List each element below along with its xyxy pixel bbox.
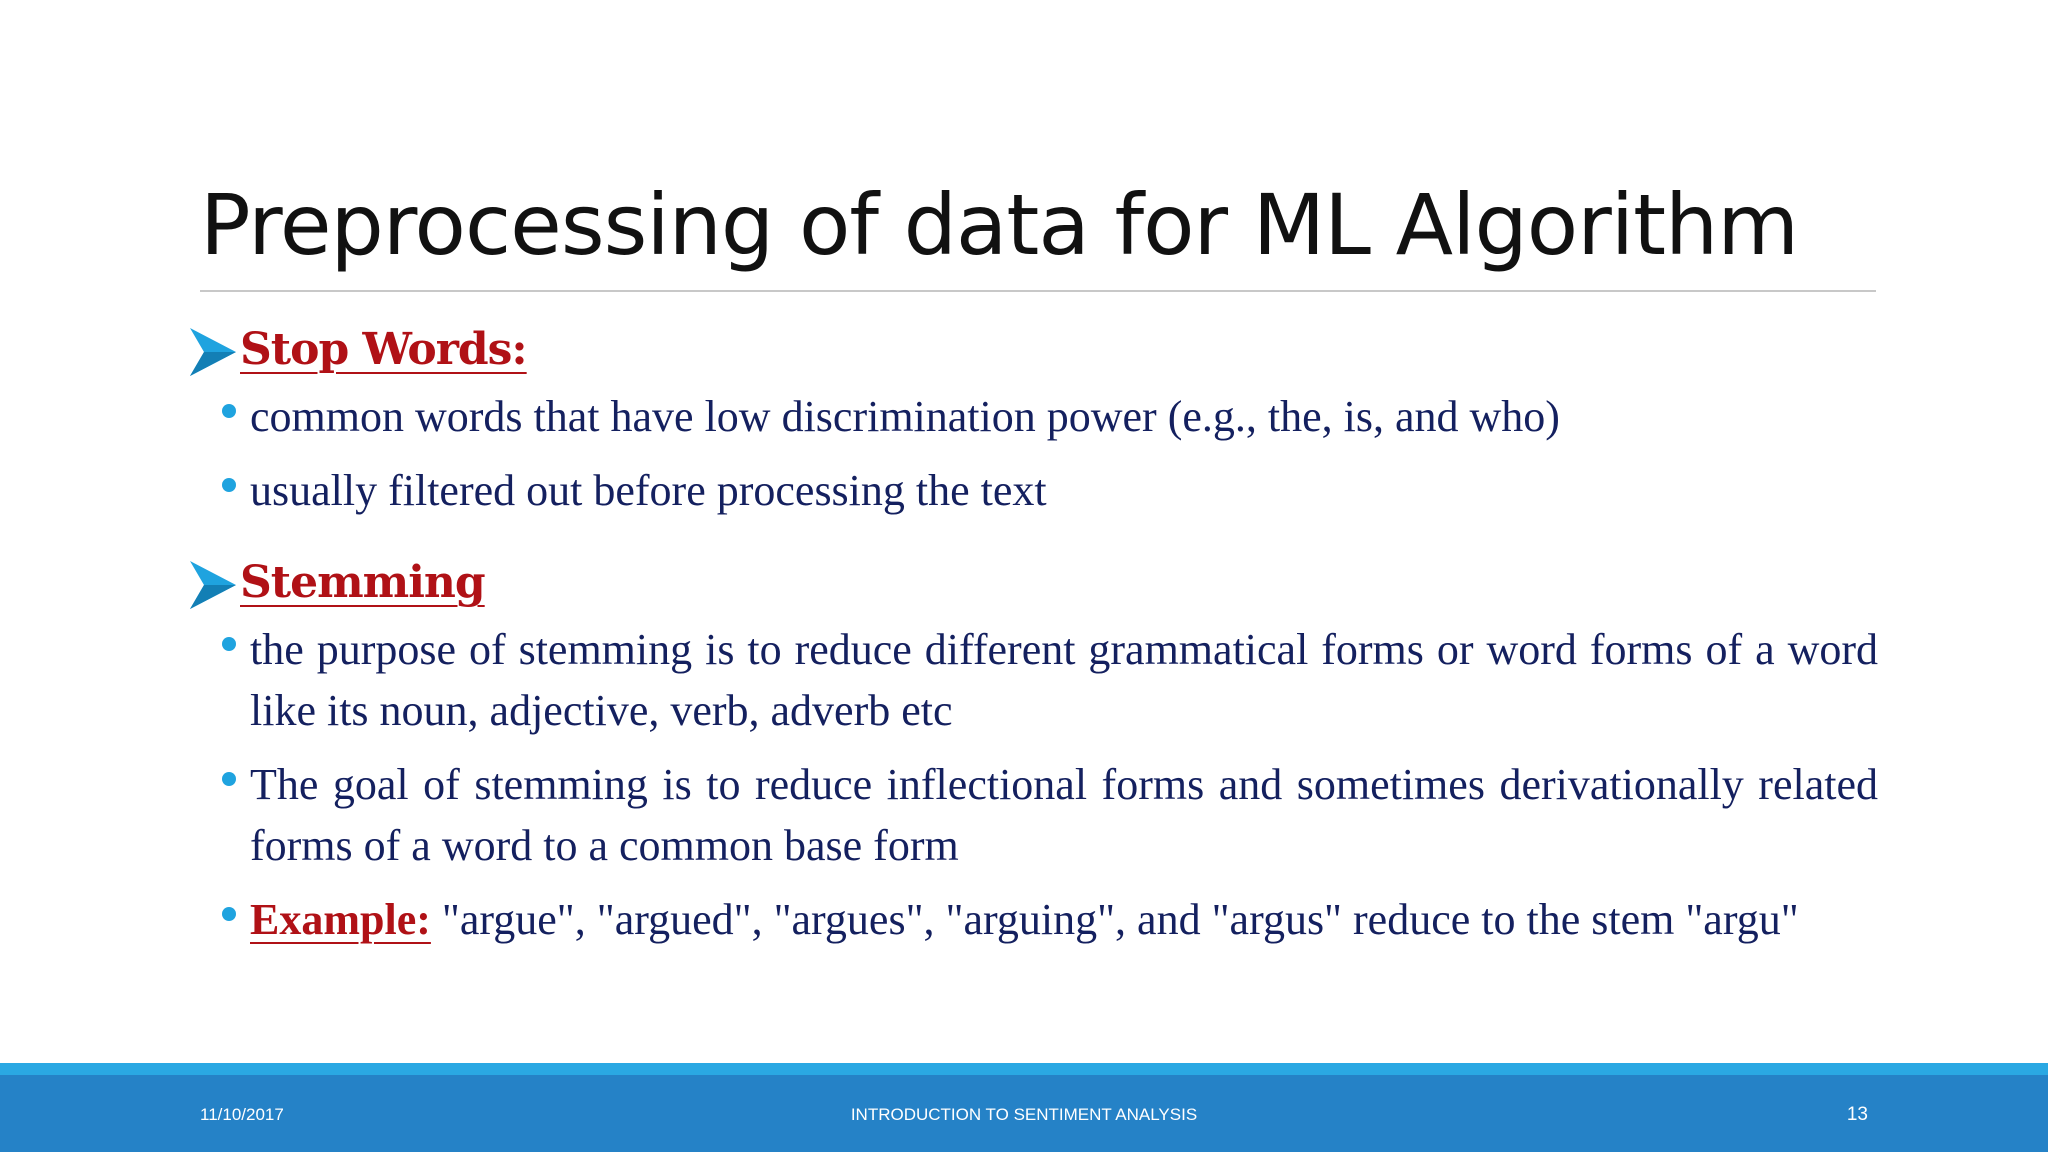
bullet-list: [188, 619, 1878, 950]
bullet-item: [188, 754, 1878, 876]
footer-bar: [0, 1075, 2048, 1152]
bullet-text: common words that have low discrimination power (e.g., the, is, and who): [250, 392, 1560, 441]
bullet-item: [188, 386, 1878, 447]
arrow-bullet-icon: [188, 559, 238, 611]
section-stop-words: [188, 308, 1878, 521]
section-stemming: [188, 541, 1878, 950]
bullet-list: [188, 386, 1878, 521]
dot-bullet-icon: [222, 772, 236, 786]
bullet-item-example: [188, 889, 1878, 950]
section-heading-label: Stop Words:: [240, 324, 527, 375]
bullet-item: [188, 619, 1878, 741]
section-heading: [188, 541, 1878, 611]
example-label: Example:: [250, 895, 431, 944]
dot-bullet-icon: [222, 637, 236, 651]
title-divider: [200, 290, 1876, 292]
footer-presentation-title: INTRODUCTION TO SENTIMENT ANALYSIS: [850, 1105, 1198, 1124]
arrow-bullet-icon: [188, 326, 238, 378]
example-text: "argue", "argued", "argues", "arguing", and "argus" reduce to the stem "argu": [430, 895, 1799, 944]
section-heading: [188, 308, 1878, 378]
footer-accent-stripe: [0, 1063, 2048, 1075]
dot-bullet-icon: [222, 478, 236, 492]
section-heading-label: Stemming: [240, 557, 485, 608]
bullet-text: the purpose of stemming is to reduce different grammatical forms or word forms of a word like its noun, adjective, verb, adverb etc: [250, 625, 1878, 735]
footer-page-number: 13: [1846, 1104, 1868, 1125]
footer-date: 11/10/2017: [200, 1105, 284, 1124]
bullet-text: usually filtered out before processing the text: [250, 466, 1047, 515]
dot-bullet-icon: [222, 404, 236, 418]
bullet-item: [188, 460, 1878, 521]
dot-bullet-icon: [222, 907, 236, 921]
slide-content: [188, 300, 1878, 963]
slide-title: Preprocessing of data for ML Algorithm: [200, 176, 1799, 274]
bullet-text: The goal of stemming is to reduce inflectional forms and sometimes derivationally related forms of a word to a common base form: [250, 760, 1878, 870]
